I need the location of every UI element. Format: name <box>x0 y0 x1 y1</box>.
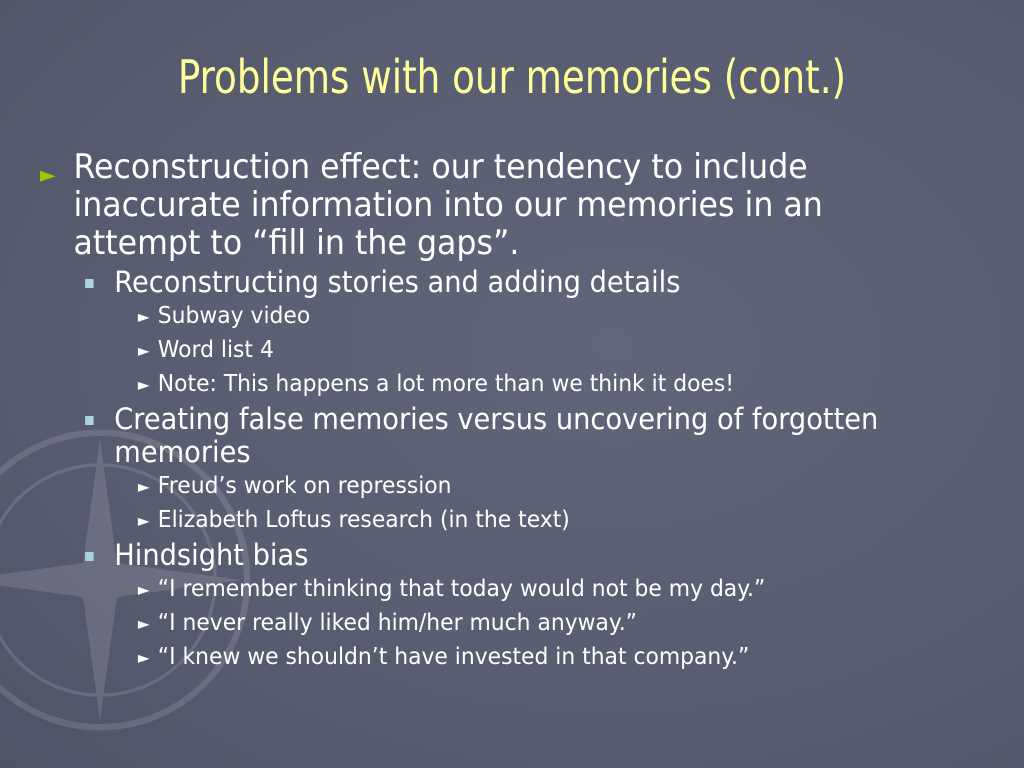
arrow-bullet-icon: ► <box>137 307 150 326</box>
arrow-bullet-icon: ► <box>40 163 56 188</box>
bullet-level3 <box>40 606 975 640</box>
bullet-text: “I remember thinking that today would not be my day.” <box>157 576 766 602</box>
slide-body <box>40 148 990 674</box>
arrow-bullet-icon: ► <box>137 614 150 633</box>
bullet-text: Freud’s work on repression <box>157 473 452 499</box>
bullet-text: Hindsight bias <box>114 538 309 572</box>
arrow-bullet-icon: ► <box>137 375 150 394</box>
bullet-text: Word list 4 <box>157 337 274 363</box>
bullet-level1 <box>40 148 929 262</box>
bullet-text: “I knew we shouldn’t have invested in that company.” <box>157 644 750 670</box>
arrow-bullet-icon: ► <box>137 580 150 599</box>
bullet-level3 <box>40 333 975 367</box>
arrow-bullet-icon: ► <box>137 477 150 496</box>
bullet-text: Reconstructing stories and adding details <box>114 265 681 299</box>
bullet-level2 <box>40 266 941 299</box>
bullet-level2 <box>40 539 941 572</box>
square-bullet-icon <box>85 552 93 561</box>
slide-title: Problems with our memories (cont.) <box>177 50 847 104</box>
arrow-bullet-icon: ► <box>137 511 150 530</box>
square-bullet-icon <box>85 416 93 425</box>
bullet-text: Reconstruction effect: our tendency to include inaccurate information into our memories in an attempt to “fill in the gaps”. <box>73 147 823 263</box>
bullet-level3 <box>40 299 975 333</box>
bullet-text: “I never really liked him/her much anyway.” <box>157 610 637 636</box>
bullet-level2 <box>40 403 941 469</box>
bullet-level3 <box>40 640 975 674</box>
bullet-text: Creating false memories versus uncovering of forgotten memories <box>114 402 879 469</box>
bullet-level3 <box>40 503 975 537</box>
bullet-level3 <box>40 469 975 503</box>
bullet-text: Subway video <box>157 303 311 329</box>
arrow-bullet-icon: ► <box>137 341 150 360</box>
square-bullet-icon <box>85 279 93 288</box>
bullet-text: Note: This happens a lot more than we think it does! <box>157 371 735 397</box>
bullet-text: Elizabeth Loftus research (in the text) <box>157 507 570 533</box>
arrow-bullet-icon: ► <box>137 648 150 667</box>
bullet-level3 <box>40 572 975 606</box>
bullet-level3 <box>40 367 975 401</box>
